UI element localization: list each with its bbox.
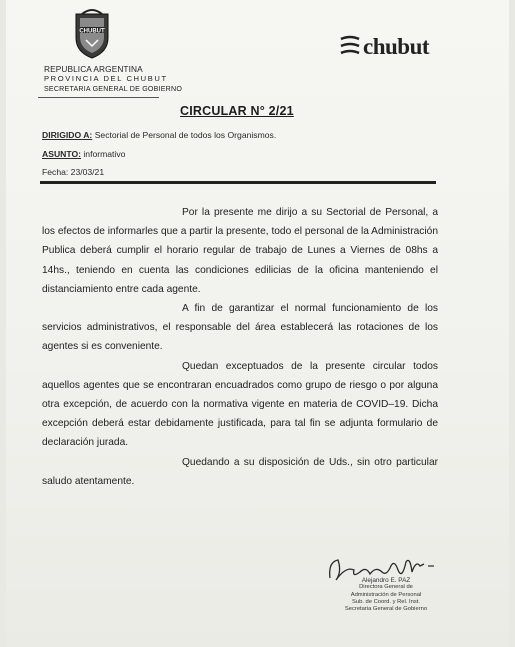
date-line: Fecha: 23/03/21 xyxy=(42,167,105,177)
signer-title-1: Directora General de xyxy=(359,584,413,591)
signer-title-4: Secretaria General de Gobierno xyxy=(344,606,428,613)
subject-value: informativo xyxy=(83,149,126,159)
chubut-wave-icon xyxy=(339,35,361,59)
signer-title-2: Administración de Personal xyxy=(350,591,422,598)
header-block xyxy=(44,64,182,94)
signer-title-3: Sub. de Coord. y Rel. Inst. xyxy=(352,598,420,605)
body-paragraph-3: Quedan exceptuados de la presente circular todos aquellos agentes que se encontraran encuadrados como grupo de riesgo o por alguna otra excepción, de acuerdo con la normativa vigente en materia de COVID–19. Dicha excepción deberá estar debidamente justificada, para tal fin se adjunta formulario de declaración jurada. xyxy=(42,360,438,449)
province-line: PROVINCIA DEL CHUBUT xyxy=(44,74,168,83)
subject-line xyxy=(42,149,125,159)
addressee-label: DIRIGIDO A: xyxy=(42,130,93,140)
body-paragraph-1: Por la presente me dirijo a su Sectorial de Personal, a los efectos de informarles que a partir la presente, todo el personal de la Administración Publica deberá cumplir el horario regular de trabajo de Lunes a Viernes de 08hs a 14hs., teniendo en cuenta las condiciones edilicias de la oficina manteniendo el distanciamiento entre cada agente. xyxy=(42,207,438,295)
circular-title: CIRCULAR N° 2/21 xyxy=(180,104,294,118)
province-crest-icon xyxy=(72,8,112,60)
body-paragraph-2: A fin de garantizar el normal funcionamiento de los servicios administrativos, el responsable del área establecerá las rotaciones de los agentes si es conveniente. xyxy=(42,303,438,353)
addressee-line xyxy=(42,130,276,140)
document-sheet xyxy=(6,0,509,647)
addressee-value: Sectorial de Personal de todos los Organismos. xyxy=(94,130,277,140)
crest-text: CHUBUT xyxy=(79,28,105,35)
circular-body xyxy=(42,203,438,491)
signature-block xyxy=(330,577,442,613)
body-paragraph-4: Quedando a su disposición de Uds., sin otro particular saludo atentamente. xyxy=(42,456,438,487)
subject-label: ASUNTO: xyxy=(42,149,81,159)
office-line: SECRETARIA GENERAL DE GOBIERNO xyxy=(44,85,183,93)
header-divider xyxy=(38,97,159,98)
brand-name: chubut xyxy=(363,34,430,59)
section-divider xyxy=(40,181,436,184)
chubut-logo xyxy=(339,34,429,60)
signer-name: Alejandro E. PAZ xyxy=(361,577,411,584)
country-line: REPUBLICA ARGENTINA xyxy=(44,64,143,74)
